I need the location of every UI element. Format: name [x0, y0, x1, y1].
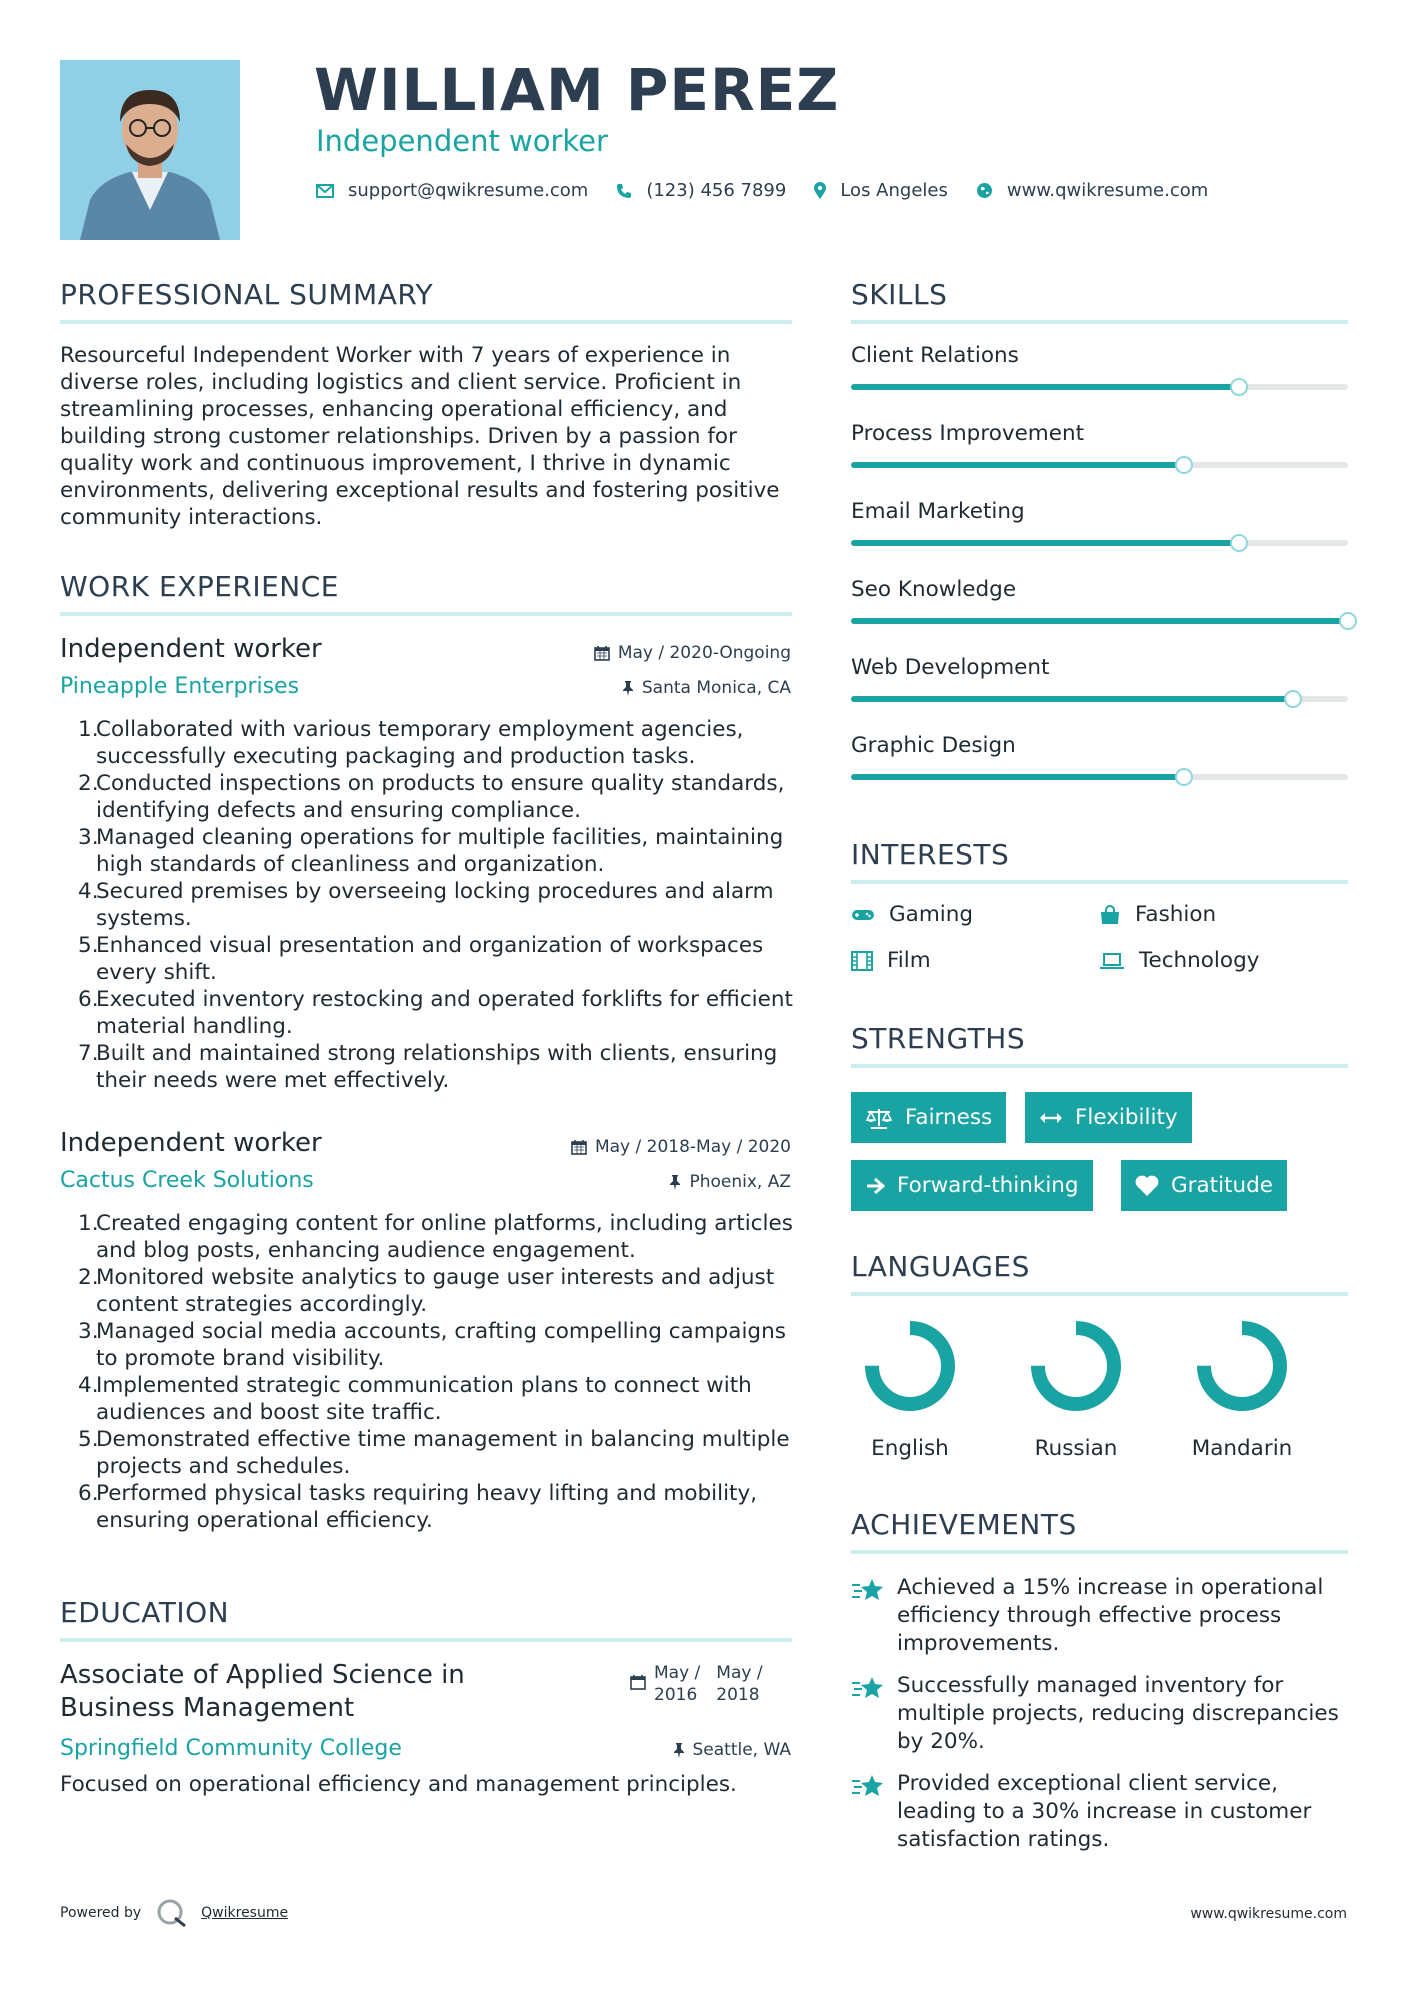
strength-forward-thinking	[851, 1160, 1093, 1211]
laptop-icon	[1099, 952, 1125, 970]
skill-fill	[851, 696, 1293, 702]
education-end	[716, 1662, 762, 1706]
calendar-icon	[630, 1674, 646, 1690]
skill-knob	[1230, 534, 1248, 552]
education-start	[654, 1662, 700, 1706]
degree-line-2: Business Management	[60, 1693, 355, 1723]
education-description: Focused on operational efficiency and management principles.	[60, 1772, 737, 1797]
skill-item	[851, 499, 1351, 524]
duty-item: Secured premises by overseeing locking procedures and alarm systems.	[96, 879, 774, 931]
strengths-heading: STRENGTHS	[851, 1022, 1026, 1055]
achievement-text: Provided exceptional client service, leading to a 30% increase in customer satisfaction ratings.	[897, 1771, 1312, 1852]
duty-item: Monitored website analytics to gauge user interests and adjust content strategies accordingly.	[96, 1265, 775, 1317]
language-label: English	[871, 1436, 949, 1461]
achievement-item	[851, 1770, 1341, 1854]
heart-icon	[1135, 1175, 1159, 1197]
interest-label: Film	[887, 948, 931, 973]
candidate-role: Independent worker	[316, 124, 608, 158]
map-marker-icon	[814, 182, 826, 200]
achievement-text: Successfully managed inventory for multiple projects, reducing discrepancies by 20%.	[897, 1673, 1339, 1754]
skill-item	[851, 577, 1351, 602]
skill-track	[851, 384, 1348, 390]
envelope-icon	[316, 184, 334, 198]
interests-heading: INTERESTS	[851, 838, 1010, 871]
languages-divider	[851, 1292, 1348, 1296]
job-title: Independent worker	[60, 634, 322, 664]
contact-phone[interactable]	[616, 180, 786, 201]
summary-divider	[60, 320, 792, 324]
job-dates-text: May / 2020-Ongoing	[617, 643, 791, 663]
globe-icon	[976, 182, 993, 199]
education-dates	[630, 1662, 763, 1706]
skill-label: Process Improvement	[851, 421, 1085, 446]
summary-text: Resourceful Independent Worker with 7 years of experience in diverse roles, including logistics and client service. Proficient in streamlining processes, enhancing operational efficiency, and building strong customer relationships. Driven by a passion for quality work and continuous improvement, I thrive in dynamic environments, delivering exceptional results and fostering positive community interactions.	[60, 343, 780, 530]
education-start-year: 2016	[654, 1685, 698, 1705]
strength-flexibility	[1025, 1092, 1192, 1143]
skill-knob	[1175, 768, 1193, 786]
strengths-divider	[851, 1064, 1348, 1068]
strength-gratitude	[1121, 1160, 1287, 1211]
skill-label: Email Marketing	[851, 499, 1025, 524]
job-dates	[571, 1137, 791, 1157]
job-title: Independent worker	[60, 1128, 322, 1158]
duty-item: Enhanced visual presentation and organization of workspaces every shift.	[96, 933, 764, 985]
skill-item	[851, 343, 1351, 368]
phone-icon	[616, 183, 632, 199]
work-heading: WORK EXPERIENCE	[60, 570, 339, 603]
skill-track	[851, 618, 1348, 624]
language-ring	[850, 1318, 970, 1414]
skill-track	[851, 540, 1348, 546]
calendar-icon	[571, 1139, 587, 1155]
footer-website[interactable]: www.qwikresume.com	[1190, 1906, 1347, 1922]
achievement-item	[851, 1574, 1341, 1658]
footer-powered-by	[60, 1898, 288, 1928]
skill-track	[851, 462, 1348, 468]
qwikresume-link[interactable]: Qwikresume	[201, 1905, 289, 1921]
skill-knob	[1175, 456, 1193, 474]
languages-heading: LANGUAGES	[851, 1250, 1030, 1283]
job-location-text: Santa Monica, CA	[641, 678, 791, 698]
interest-gaming	[851, 902, 973, 927]
skill-label: Client Relations	[851, 343, 1019, 368]
interests-divider	[851, 880, 1348, 884]
duty-item: Executed inventory restocking and operated forklifts for efficient material handling.	[96, 987, 793, 1039]
shooting-star-icon	[851, 1576, 885, 1604]
interest-label: Gaming	[889, 902, 974, 927]
skills-heading: SKILLS	[851, 278, 948, 311]
achievement-item	[851, 1672, 1341, 1756]
email-text: support@qwikresume.com	[348, 180, 589, 201]
contact-bar	[316, 180, 1236, 201]
arrows-horizontal-icon	[1039, 1111, 1063, 1125]
language-ring	[1182, 1318, 1302, 1414]
skill-fill	[851, 384, 1239, 390]
company-name: Cactus Creek Solutions	[60, 1168, 314, 1193]
duty-item: Created engaging content for online platforms, including articles and blog posts, enhancing audience engagement.	[96, 1211, 793, 1263]
film-icon	[851, 951, 873, 971]
contact-website[interactable]	[976, 180, 1208, 201]
strength-label: Gratitude	[1171, 1173, 1274, 1198]
achievement-text: Achieved a 15% increase in operational efficiency through effective process improvements.	[897, 1575, 1324, 1656]
work-divider	[60, 612, 792, 616]
job-dates-text: May / 2018-May / 2020	[594, 1137, 791, 1157]
duty-item: Managed cleaning operations for multiple facilities, maintaining high standards of cleanliness and organization.	[96, 825, 784, 877]
duty-item: Built and maintained strong relationships with clients, ensuring their needs were met effectively.	[96, 1041, 778, 1093]
skill-knob	[1230, 378, 1248, 396]
shooting-star-icon	[851, 1772, 885, 1800]
education-location-text: Seattle, WA	[692, 1740, 791, 1760]
skills-divider	[851, 320, 1348, 324]
interest-label: Fashion	[1135, 902, 1217, 927]
qwikresume-logo-icon	[155, 1898, 189, 1928]
education-end-month: May /	[716, 1663, 763, 1683]
pushpin-icon	[673, 1742, 685, 1758]
duty-item: Implemented strategic communication plans to connect with audiences and boost site traffic.	[96, 1373, 752, 1425]
website-text: www.qwikresume.com	[1006, 180, 1209, 201]
pushpin-icon	[669, 1174, 681, 1190]
company-name: Pineapple Enterprises	[60, 674, 300, 699]
location-text: Los Angeles	[840, 180, 948, 201]
skill-item	[851, 421, 1351, 446]
skill-fill	[851, 774, 1184, 780]
duty-item: Performed physical tasks requiring heavy lifting and mobility, ensuring operational efficiency.	[96, 1481, 758, 1533]
job-location-text: Phoenix, AZ	[689, 1172, 791, 1192]
job-location	[669, 1172, 791, 1192]
education-end-year: 2018	[716, 1685, 760, 1705]
interest-technology	[1099, 948, 1259, 973]
skill-label: Web Development	[851, 655, 1050, 680]
phone-text: (123) 456 7899	[646, 180, 787, 201]
degree-line-1: Associate of Applied Science in	[60, 1660, 465, 1690]
education-heading: EDUCATION	[60, 1596, 230, 1629]
contact-location	[814, 180, 948, 201]
language-mandarin	[1182, 1318, 1302, 1461]
achievements-heading: ACHIEVEMENTS	[851, 1508, 1077, 1541]
language-english	[850, 1318, 970, 1461]
language-label: Russian	[1034, 1436, 1118, 1461]
powered-by-text: Powered by	[60, 1905, 142, 1921]
job-location	[622, 678, 791, 698]
skill-track	[851, 696, 1348, 702]
strength-label: Fairness	[905, 1105, 993, 1130]
achievements-divider	[851, 1550, 1348, 1554]
profile-photo	[60, 60, 240, 240]
education-location	[673, 1740, 792, 1760]
calendar-icon	[594, 645, 610, 661]
skill-label: Seo Knowledge	[851, 577, 1017, 602]
duty-item: Collaborated with various temporary employment agencies, successfully executing packaging and production tasks.	[96, 717, 744, 769]
strength-label: Flexibility	[1075, 1105, 1178, 1130]
shooting-star-icon	[851, 1674, 885, 1702]
arrow-right-icon	[865, 1177, 885, 1195]
skill-track	[851, 774, 1348, 780]
interest-fashion	[1099, 902, 1216, 927]
language-ring	[1016, 1318, 1136, 1414]
language-label: Mandarin	[1191, 1436, 1293, 1461]
school-name: Springfield Community College	[60, 1736, 402, 1761]
interest-label: Technology	[1139, 948, 1260, 973]
skill-item	[851, 733, 1351, 758]
skill-item	[851, 655, 1351, 680]
pushpin-icon	[622, 680, 634, 696]
skill-fill	[851, 540, 1239, 546]
contact-email[interactable]	[316, 180, 588, 201]
job-duties-list	[78, 716, 800, 1094]
shopping-bag-icon	[1099, 905, 1121, 925]
summary-heading: PROFESSIONAL SUMMARY	[60, 278, 434, 311]
job-dates	[594, 643, 791, 663]
duty-item: Conducted inspections on products to ensure quality standards, identifying defects and ensuring compliance.	[96, 771, 785, 823]
skill-knob	[1339, 612, 1357, 630]
strength-fairness	[851, 1092, 1006, 1143]
gamepad-icon	[851, 907, 875, 923]
education-start-month: May /	[654, 1663, 701, 1683]
language-russian	[1016, 1318, 1136, 1461]
interest-film	[851, 948, 931, 973]
education-divider	[60, 1638, 792, 1642]
skill-fill	[851, 618, 1348, 624]
skill-fill	[851, 462, 1184, 468]
candidate-name: WILLIAM PEREZ	[314, 56, 840, 124]
skill-label: Graphic Design	[851, 733, 1016, 758]
duty-item: Demonstrated effective time management in balancing multiple projects and schedules.	[96, 1427, 790, 1479]
skill-knob	[1284, 690, 1302, 708]
duty-item: Managed social media accounts, crafting compelling campaigns to promote brand visibility.	[96, 1319, 786, 1371]
job-duties-list	[78, 1210, 800, 1534]
strength-label: Forward-thinking	[897, 1173, 1079, 1198]
balance-scale-icon	[865, 1107, 893, 1129]
